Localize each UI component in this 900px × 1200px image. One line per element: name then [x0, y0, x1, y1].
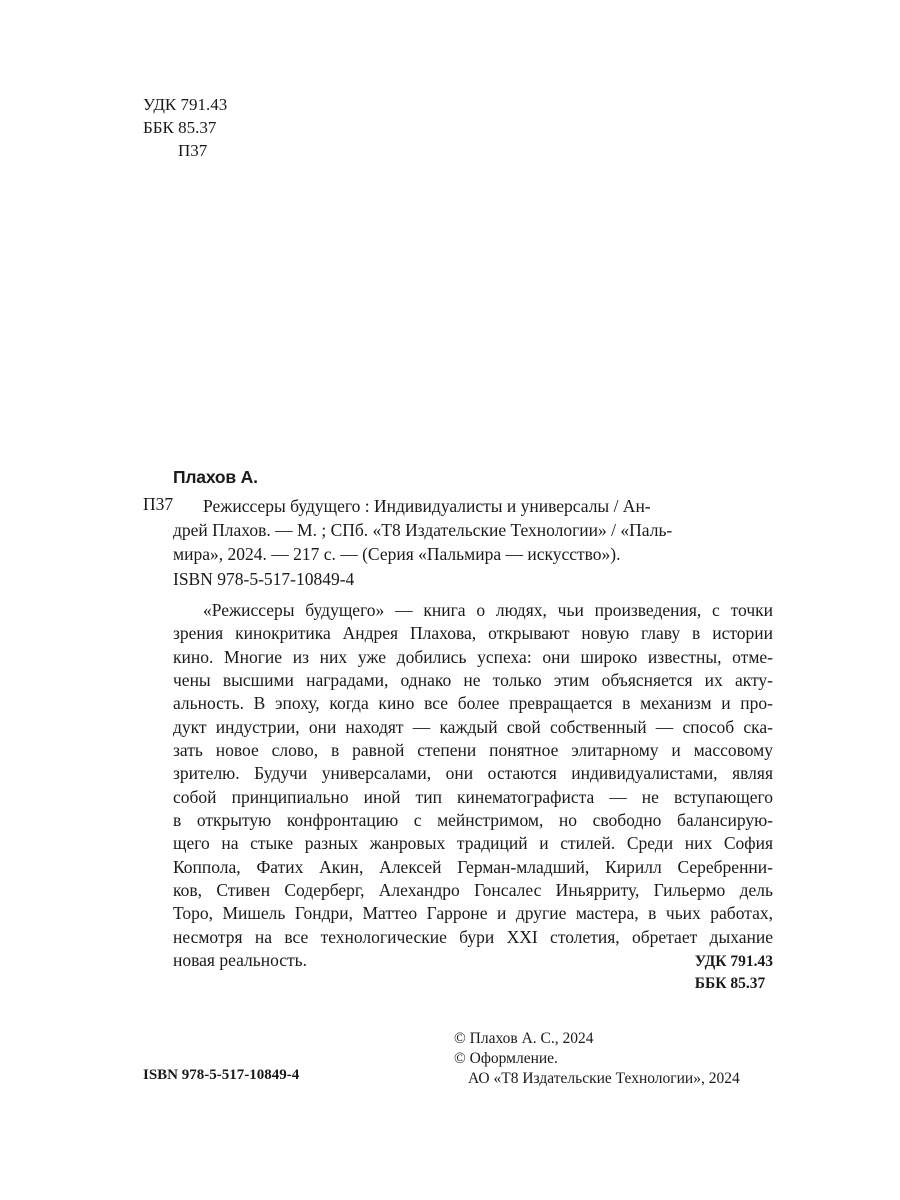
catalog-author-mark: П37 [143, 494, 174, 514]
annotation-line: собой принципиально иной тип кинематографиста — не вступающего [173, 786, 773, 807]
footer-classification-codes [695, 951, 773, 995]
annotation-line: кино. Многие из них уже добились успеха: они широко известны, отме- [173, 646, 773, 667]
annotation-line: щего на стыке разных жанровых традиций и стилей. Среди них София [173, 833, 773, 854]
catalog-isbn: ISBN 978-5-517-10849-4 [173, 569, 355, 589]
annotation-line: Коппола, Фатих Акин, Алексей Герман-младший, Кирилл Серебренни- [173, 856, 773, 877]
annotation-line: в открытую конфронтацию с мейнстримом, но свободно балансирую- [173, 810, 773, 831]
annotation-line: новая реальность. [173, 950, 308, 971]
bib-line: мира», 2024. — 217 с. — (Серия «Пальмира — искусство»). [173, 544, 621, 564]
annotation-line: чены высшими наградами, однако не только этим объясняется их акту- [173, 670, 773, 691]
annotation-line: Торо, Мишель Гондри, Маттео Гарроне и другие мастера, в чьих работах, [173, 903, 773, 924]
footer-bbk-code: ББК 85.37 [694, 975, 766, 992]
annotation-line: несмотря на все технологические бури XXI столетия, обретает дыхание [173, 926, 773, 947]
copyright-block [454, 1029, 740, 1089]
annotation-line: ков, Стивен Содерберг, Алехандро Гонсалес Иньярриту, Гильермо дель [173, 880, 773, 901]
annotation-line: зрителю. Будучи универсалами, они остаются индивидуалистами, являя [173, 763, 773, 784]
copyright-line: АО «Т8 Издательские Технологии», 2024 [468, 1070, 740, 1087]
annotation-line: зать новое слово, в равной степени понятное элитарному и массовому [173, 740, 773, 761]
annotation-line: зрения кинокритика Андрея Плахова, открывают новую главу в истории [173, 623, 773, 644]
author-mark: П37 [178, 141, 208, 160]
annotation-line: альность. В эпоху, когда кино все более превращается в механизм и про- [173, 693, 773, 714]
copyright-line: © Плахов А. С., 2024 [454, 1030, 594, 1047]
bbk-code: ББК 85.37 [143, 118, 217, 137]
annotation-paragraph [143, 599, 773, 973]
annotation-line: «Режиссеры будущего» — книга о людях, чьи произведения, с точки [203, 600, 773, 620]
udk-code: УДК 791.43 [143, 95, 228, 114]
annotation-line: дукт индустрии, они находят — каждый свой собственный — способ ска- [173, 716, 773, 737]
bib-line: дрей Плахов. — М. ; СПб. «Т8 Издательские Технологии» / «Паль- [173, 520, 673, 540]
copyright-line: © Оформление. [454, 1050, 558, 1067]
catalog-author: Плахов А. [173, 467, 258, 487]
catalog-bibliographic-description [173, 494, 773, 566]
header-classification-codes [143, 93, 227, 162]
footer-isbn: ISBN 978-5-517-10849-4 [143, 1067, 300, 1083]
bib-line: Режиссеры будущего : Индивидуалисты и универсалы / Ан- [203, 496, 651, 516]
footer-udk-code: УДК 791.43 [694, 953, 773, 970]
